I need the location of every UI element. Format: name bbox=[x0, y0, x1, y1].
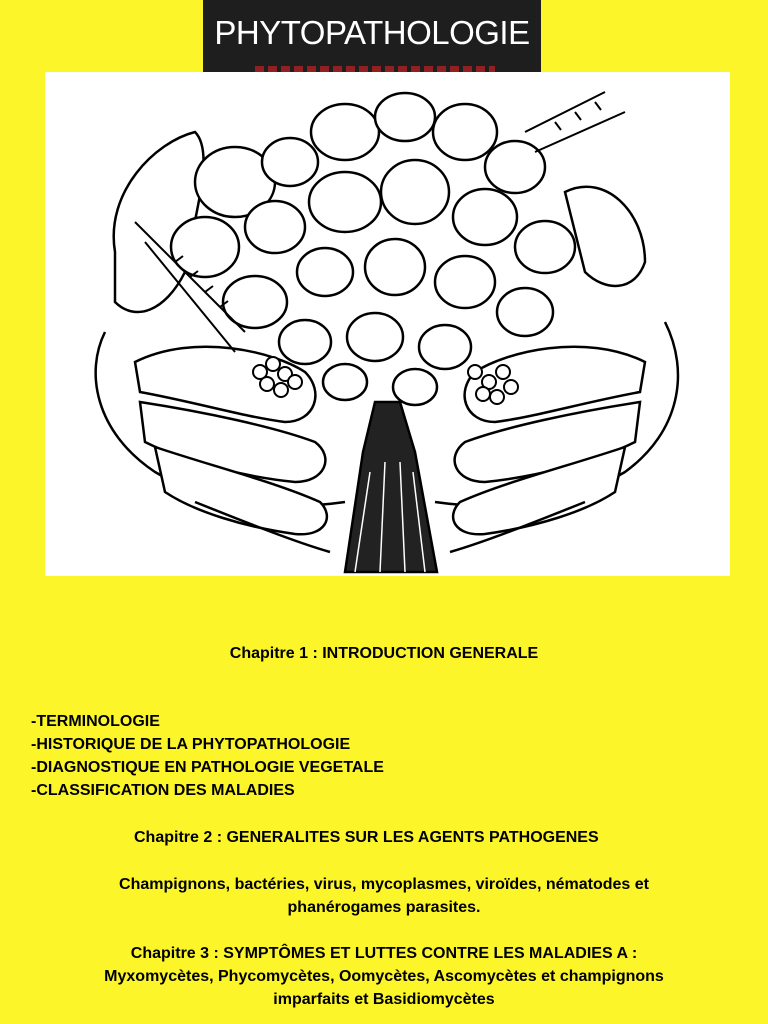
list-item: -HISTORIQUE DE LA PHYTOPATHOLOGIE bbox=[31, 736, 351, 753]
hands-holding-fruits-illustration bbox=[45, 72, 730, 576]
document-title: PHYTOPATHOLOGIE bbox=[214, 14, 530, 51]
chapter-2-line-2: phanérogames parasites. bbox=[287, 899, 481, 916]
list-item: -DIAGNOSTIQUE EN PATHOLOGIE VEGETALE bbox=[31, 759, 384, 776]
chapter-3-title: Chapitre 3 : SYMPTÔMES ET LUTTES CONTRE LES MALADIES A : bbox=[130, 945, 638, 962]
chapter-1-title: Chapitre 1 : INTRODUCTION GENERALE bbox=[229, 645, 539, 662]
list-item: -TERMINOLOGIE bbox=[31, 713, 160, 730]
chapter-3-description bbox=[20, 965, 748, 1011]
list-item: -CLASSIFICATION DES MALADIES bbox=[31, 782, 295, 799]
chapter-3-line-1: Myxomycètes, Phycomycètes, Oomycètes, Ascomycètes et champignons bbox=[104, 968, 664, 985]
title-banner bbox=[203, 0, 541, 72]
chapter-2-title: Chapitre 2 : GENERALITES SUR LES AGENTS PATHOGENES bbox=[134, 829, 599, 846]
chapter-2-line-1: Champignons, bactéries, virus, mycoplasmes, viroïdes, nématodes et bbox=[119, 876, 649, 893]
chapter-2-description bbox=[40, 873, 728, 919]
chapter-1-topic-list bbox=[31, 710, 384, 802]
chapter-3-line-2: imparfaits et Basidiomycètes bbox=[273, 991, 495, 1008]
